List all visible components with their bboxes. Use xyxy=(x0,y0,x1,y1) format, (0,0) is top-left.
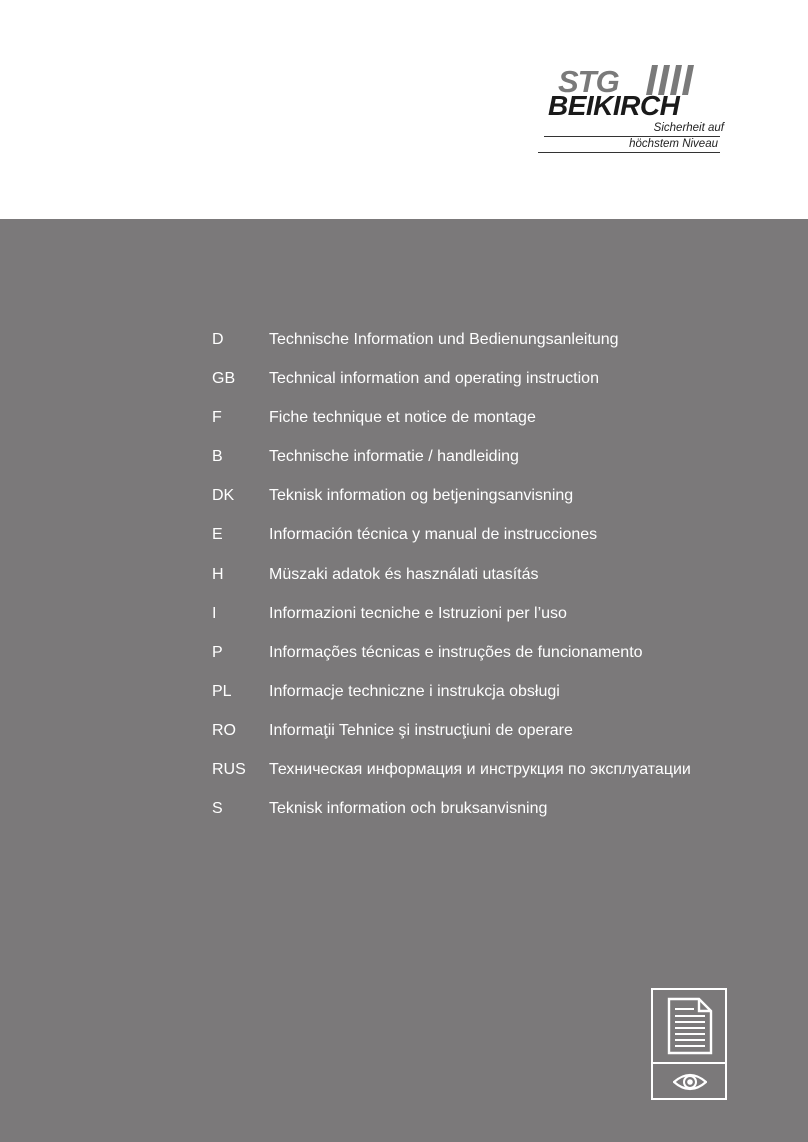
language-row-pl xyxy=(212,681,772,720)
language-row-f xyxy=(212,407,772,446)
language-title: Fiche technique et notice de montage xyxy=(269,409,536,427)
language-title: Technical information and operating instruction xyxy=(269,370,599,388)
language-code: DK xyxy=(212,487,235,505)
language-row-h xyxy=(212,564,772,603)
language-code: D xyxy=(212,331,224,348)
language-title: Teknisk information og betjeningsanvisning xyxy=(269,487,574,505)
tagline-line2: höchstem Niveau xyxy=(629,138,718,150)
language-code: P xyxy=(212,643,223,661)
language-row-p xyxy=(212,642,772,681)
language-code: E xyxy=(212,526,223,544)
language-title: Información técnica y manual de instrucciones xyxy=(269,526,598,544)
language-title: Informazioni tecniche e Istruzioni per l’uso xyxy=(269,604,567,622)
language-row-d xyxy=(212,329,772,368)
logo-divider xyxy=(538,152,720,153)
language-code: RO xyxy=(212,721,236,739)
language-title: Technische Information und Bedienungsanleitung xyxy=(269,331,619,348)
language-row-ro xyxy=(212,720,772,759)
language-row-gb xyxy=(212,368,772,407)
language-code: H xyxy=(212,565,224,583)
language-title: Техническая информация и инструкция по эксплуатации xyxy=(269,761,691,779)
language-row-s xyxy=(212,798,772,837)
header xyxy=(0,0,808,219)
logo-beikirch-text: BEIKIRCH xyxy=(548,90,680,121)
language-row-e xyxy=(212,524,772,563)
logo-stg-text: STG xyxy=(558,64,619,99)
eye-icon xyxy=(673,1071,707,1093)
language-title: Informacje techniczne i instrukcja obsługi xyxy=(269,682,560,700)
language-code: S xyxy=(212,800,223,818)
language-title: Müszaki adatok és használati utasítás xyxy=(269,565,539,583)
language-code: F xyxy=(212,409,222,427)
badge-divider xyxy=(653,1062,725,1064)
language-list xyxy=(212,329,772,837)
language-code: PL xyxy=(212,682,232,700)
read-document-badge xyxy=(651,988,727,1100)
tagline-line1: Sicherheit auf xyxy=(653,122,724,134)
language-code: RUS xyxy=(212,761,246,779)
language-row-dk xyxy=(212,485,772,524)
logo-divider xyxy=(544,136,720,137)
language-title: Informações técnicas e instruções de funcionamento xyxy=(269,643,643,661)
language-code: I xyxy=(212,604,217,622)
language-row-b xyxy=(212,446,772,485)
language-row-rus xyxy=(212,759,772,798)
language-title: Technische informatie / handleiding xyxy=(269,448,519,466)
language-code: GB xyxy=(212,370,236,388)
language-row-i xyxy=(212,603,772,642)
language-title: Informaţii Tehnice şi instrucţiuni de operare xyxy=(269,721,573,739)
document-icon xyxy=(667,997,713,1055)
language-title: Teknisk information och bruksanvisning xyxy=(269,800,548,818)
language-code: B xyxy=(212,448,223,466)
brand-logo xyxy=(536,62,736,158)
